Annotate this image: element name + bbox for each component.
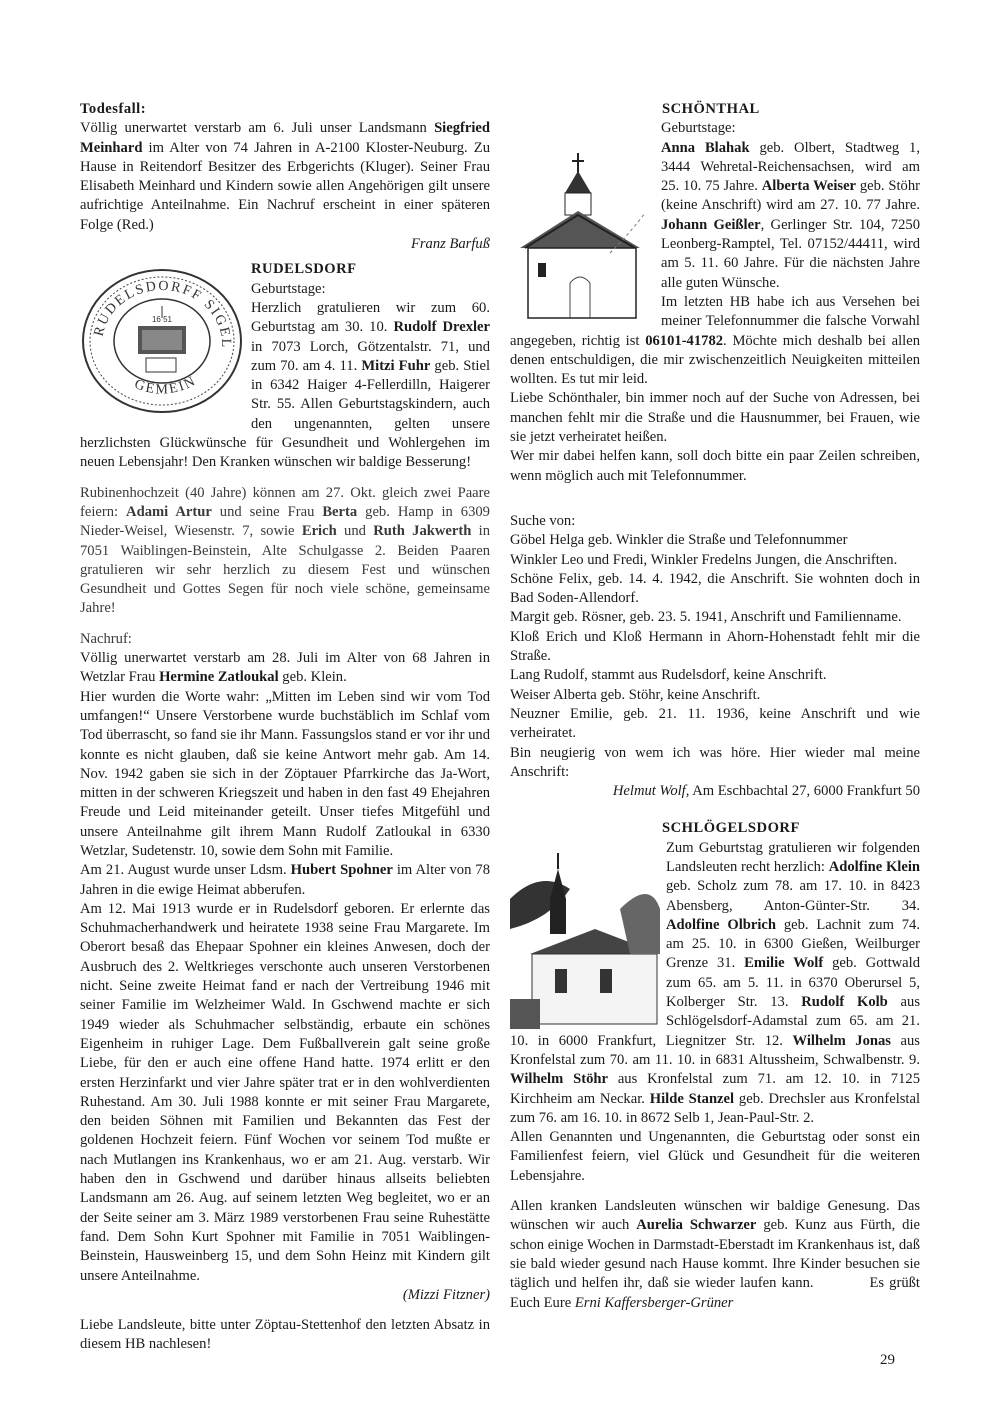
list-item: Kloß Erich und Kloß Hermann in Ahorn-Hohenstadt fehlt mir die Straße. xyxy=(510,628,920,665)
rudelsdorf-geburtstage-label: Geburtstage: xyxy=(251,280,326,297)
closing-note: Liebe Landsleute, bitte unter Zöptau-Stettenhof den letzten Absatz in diesem HB nachlesen! xyxy=(80,1317,490,1353)
page-number: 29 xyxy=(880,1352,895,1368)
chapel-illustration xyxy=(510,153,655,323)
suche-label: Suche von: xyxy=(510,512,576,529)
nachruf-label: Nachruf: xyxy=(80,630,132,647)
list-item: Schöne Felix, geb. 14. 4. 1942, die Anschrift. Sie wohnten doch in Bad Soden-Allendorf. xyxy=(510,570,920,607)
gruss-prefix: Es grüßt Euch Eure xyxy=(510,1275,920,1311)
seal-text-bottom: GEMEIN xyxy=(132,373,200,398)
rudelsdorf-seal-image xyxy=(80,266,245,416)
church-illustration xyxy=(510,839,660,1029)
list-item: Bin neugierig von wem ich was höre. Hier wieder mal meine Anschrift: xyxy=(510,744,920,780)
list-item: Margit geb. Rösner, geb. 23. 5. 1941, Anschrift und Familienname. xyxy=(510,609,902,626)
rudelsdorf-geburtstage-text: Herzlich gratulieren wir zum 60. Geburtstag am 30. 10. Rudolf Drexler in 7073 Lorch, Götzentalstr. 71, und zum 70. am 4. 11. Mitzi Fuhr geb. Stiel in 6342 Haiger 4-Fellerdilln, Haigerer Str. 55. Allen Geburtstagskindern, auch den ungenannten, gelten unsere herzlichsten Glückwünsche für Gesundheit und Wohlergehen im neuen Lebensjahr! Den Kranken wünschen wir baldige Besserung! xyxy=(80,299,490,471)
seal-text-top: RUDELSDORFF SIGEL xyxy=(91,279,234,350)
gruss-name: Erni Kaffersberger-Grüner xyxy=(574,1294,734,1311)
list-item: Weiser Alberta geb. Stöhr, keine Anschrift. xyxy=(510,686,761,703)
list-item: Göbel Helga geb. Winkler die Straße und Telefonnummer xyxy=(510,532,848,549)
todesfall-text: Völlig unerwartet verstarb am 6. Juli unser Landsmann Siegfried Meinhard im Alter von 74 Jahren in A-2100 Kloster-Neuburg. Zu Hause in Reitendorf Besitzer des Erbgerichts (Kluger). Seiner Frau Elisabeth Meinhard und Kindern sowie allen Angehörigen gilt unsere aufrichtige Anteilnahme. Ein Nachruf erscheint in einer späteren Folge (Red.) xyxy=(80,120,490,233)
rubinenhochzeit-text: Rubinenhochzeit (40 Jahre) können am 27. Okt. gleich zwei Paare feiern: Adami Artur und seine Frau Berta geb. Hamp in 6309 Nieder-Weisel, Wiesenstr. 7, sowie Erich und Ruth Jakwerth in 7051 Waiblingen-Beinstein, Alte Schulgasse 2. Beiden Paaren gratulieren wir sehr herzlich zu diesem Fest und wünschen Gesundheit und Gottes Segen für noch viele schöne, gemeinsame Jahre! xyxy=(80,484,490,617)
wolf-signature-name: Helmut Wolf, xyxy=(612,783,690,800)
todesfall-signature: Franz Barfuß xyxy=(410,236,490,253)
kranken-text xyxy=(510,1197,920,1313)
left-column xyxy=(80,100,490,1355)
schoenthal-text: Anna Blahak geb. Olbert, Stadtweg 1, 3444 Wehretal-Reichensachsen, wird am 25. 10. 75 Jahre. Alberta Weiser geb. Stöhr (keine Anschrift) wird am 27. 10. 77 Jahre. Johann Geißler, Gerlinger Str. 104, 7250 Leonberg-Ramptel, Tel. 07152/44411, wird am 5. 11. 60 Jahre. Für die nächsten Jahre alle guten Wünsche. Im letzten HB habe ich aus Versehen bei meiner Telefonnummer die falsche Vorwahl angegeben, richtig ist 06101-41782. Möchte mich deshalb bei allen denen entschuldigen, die mir zwischenzeitlich Neuigkeiten mitteilen wollten. Es tut mir leid. xyxy=(510,139,921,388)
wolf-signature-address: Am Eschbachtal 27, 6000 Frankfurt 50 xyxy=(692,783,920,800)
nachruf-text: Völlig unerwartet verstarb am 28. Juli im Alter von 68 Jahren in Wetzlar Frau Hermine Zatloukal geb. Klein. Hier wurden die Worte wahr: „Mitten im Leben sind wir vom Tod umfangen!“ Unsere Verstorbene wurde buchstäblich im Schlaf vom Tod überrascht, so fand sie ihr Mann. Fassungslos stand er vor ihr und konnte es nicht glauben, daß sie keine Antwort mehr gab. Am 14. Nov. 1942 gaben sie sich in der Zöptauer Pfarrkirche das Ja-Wort, mitten in der schweren Kriegszeit und haben in den fast 49 Ehejahren Freude und Leid miteinander geteilt. Unser tiefes Mitgefühl und unsere Anteilnahme gilt ihrem Mann Rudolf Zatloukal in 6330 Wetzlar, Sudetenstr. 10, sowie dem Sohn mit Familie. Am 21. August wurde unser Ldsm. Hubert Spohner im Alter von 78 Jahren in die ewige Heimat abberufen. Am 12. Mai 1913 wurde er in Rudelsdorf geboren. Er erlernte das Schuhmacherhandwerk und heiratete 1938 seine Frau Margarete. Im Oberort besaß das Ehepaar Spohner ein kleines Anwesen, doch der Ausbruch des 2. Weltkrieges verschonte auch unseren Verstorbenen nicht. Seine zweite Heimat fand er nach der Vertreibung 1946 mit seiner Familie im Welzheimer Wald. In Gschwend machte er sich 1949 wieder als Schuhmacher selbständig, erbaute ein schönes Eigenheim in ruhiger Lage. Dem Fußballverein galt seine große Liebe, für den er auch eine offene Hand hatte. 1974 erlitt er den ersten Herzinfarkt und vier Jahre später trat er in den wohlverdienten Ruhestand. Am 30. Juli 1988 konnte er mit seiner Frau Margarete, den beiden Söhnen mit Familien und Bekannten das Fest der goldenen Hochzeit feiern. Fünf Wochen vor seinem Tod mußte er nach Mutlangen ins Krankenhaus, wo er am 21. Aug. verstarb. Wir haben den in Gschwend und darüber hinaus allseits beliebten Landsmann am 26. Aug. auf seinem letzten Weg begleitet, wo er an der Seite seiner am 3. März 1989 verstorbenen Frau seine Ruhestätte fand. Dem Sohn Kurt Spohner mit Familie in 7051 Waiblingen-Beinstein, Hausweinberg 15, und dem Sohn Heinz mit Kindern gilt unsere Anteilnahme. xyxy=(80,650,491,1284)
list-item: Lang Rudolf, stammt aus Rudelsdorf, keine Anschrift. xyxy=(510,667,827,684)
right-column xyxy=(510,100,920,1313)
suche-list xyxy=(510,531,920,782)
schoenthal-heading: SCHÖNTHAL xyxy=(662,101,760,117)
schloegelsdorf-heading: SCHLÖGELSDORF xyxy=(662,820,800,837)
schloegelsdorf-text: Zum Geburtstag gratulieren wir folgenden Landsleuten recht herzlich: Adolfine Klein geb. Scholz zum 78. am 17. 10. in 8423 Abensberg, Anton-Günter-Str. 34. Adolfine Olbrich geb. Lachnit zum 74. am 25. 10. in 6300 Gießen, Weilburger Grenze 31. Emilie Wolf geb. Gottwald zum 65. am 5. 11. in 6370 Oberursel 5, Kolberger Str. 13. Rudolf Kolb aus Schlögelsdorf-Adamstal zum 65. am 21. 10. in 6000 Frankfurt, Liegnitzer Str. 12. Wilhelm Jonas aus Kronfelstal zum 70. am 11. 10. in 6831 Altussheim, Schwalbenstr. 9. Wilhelm Stöhr aus Kronfelstal zum 71. am 12. 10. in 7125 Kirchheim am Neckar. Hilde Stanzel geb. Drechsler aus Kronfelstal zum 76. am 16. 10. in 8672 Selb 1, Jean-Paul-Str. 2. xyxy=(510,839,921,1126)
kranken-body: Allen kranken Landsleuten wünschen wir baldige Genesung. Das wünschen wir auch Aurelia Schwarzer geb. Kunz aus Fürth, die schon einige Wochen in Darmstadt-Eberstadt im Krankenhaus ist, daß sie bald wieder gesund nach Hause kommt. Ihre Kinder besuchen sie täglich und helfen ihr, daß sie wieder laufen kann. xyxy=(510,1198,920,1292)
rudelsdorf-heading: RUDELSDORF xyxy=(251,261,357,278)
nachruf-signature: (Mizzi Fitzner) xyxy=(402,1286,490,1303)
todesfall-heading: Todesfall: xyxy=(80,101,147,117)
allen-genannten-text: Allen Genannten und Ungenannten, die Geburtstag oder sonst ein Familienfest feiern, viel Glück und Gesundheit für die weiteren Lebensjahre. xyxy=(510,1129,920,1184)
wolf-signature xyxy=(510,782,920,801)
list-item: Neuzner Emilie, geb. 21. 11. 1936, keine Anschrift und wie verheiratet. xyxy=(510,705,920,742)
schoenthal-geburtstage-label: Geburtstage: xyxy=(661,120,736,137)
list-item: Winkler Leo und Fredi, Winkler Fredelns Jungen, die Anschriften. xyxy=(510,551,898,568)
seal-year: 16 51 xyxy=(151,315,173,325)
liebe-schoenthaler-text: Liebe Schönthaler, bin immer noch auf der Suche von Adressen, bei manchen fehlt mir die Straße und die Hausnummer, bei Frauen, wie sie jetzt verheiratet heißen. Wer mir dabei helfen kann, soll doch bitte ein paar Zeilen schreiben, wenn möglich auch mit Telefonnummer. xyxy=(510,390,920,484)
svg-text:GEMEIN xyxy=(132,374,199,398)
